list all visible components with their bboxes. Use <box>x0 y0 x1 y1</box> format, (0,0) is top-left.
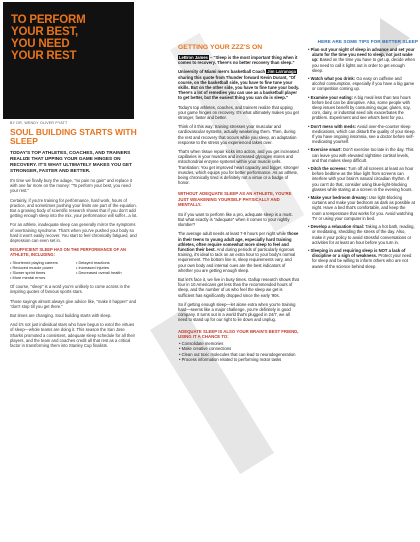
tip-item <box>307 166 416 192</box>
subheading: WITHOUT ADEQUATE SLEEP AS AN ATHLETE, YOU'RE JUST WEAKENING YOURSELF PHYSICALLY AND MENTALLY. <box>178 191 292 208</box>
tips-list <box>307 47 416 272</box>
paragraph: That's when tissue repair kicks into action, and you get increased capillaries in your muscles and increased glycogen stores and mitochondrial enzyme systems within your muscle cells. Translation: You get improved heart capacity and bigger, stronger muscles, which equips you for better performance. As an athlete, being chronically tired is definitely not a virtue or a badge of honor. <box>178 149 299 186</box>
quote-intro: University of Miami men's basketball Coach <box>178 69 267 75</box>
paragraph: It's time we finally bury the adage, "no pain no gain" and replace it with one far more on the money: "To perform your best, you need your rest." <box>10 178 133 194</box>
tips-heading: HERE ARE SOME TIPS FOR BETTER SLEEP <box>317 39 418 44</box>
list-item: • Consolidate memories <box>178 341 300 346</box>
subheading: ADEQUATE SLEEP IS ALSO YOUR BRAIN'S BEST FRIEND, USING IT A CHANCE TO: <box>178 328 299 339</box>
paragraph: Certainly, if you're training for performance, hard work, hours of practice, and sometimes pushing your limits are part of the equation. But a growing body of scientific research shows that if you don't add getting enough sleep into the mix, your performance will suffer...a lot. <box>10 197 138 219</box>
tip-item <box>307 76 416 92</box>
paragraph: But times are changing. Soul building starts with sleep. <box>10 313 112 319</box>
left-column <box>10 128 138 348</box>
symptoms-list <box>10 260 138 280</box>
paragraph: Of course, "sleep" is a word you're unlikely to come across in the inspiring quotes of famous sports stars. <box>10 284 130 295</box>
tip-item <box>307 248 416 269</box>
brain-benefits-list <box>178 341 300 361</box>
list-item: • Clean out toxic molecules that can lead to neurodegeneration <box>178 352 300 357</box>
tip-text: Protect your need for sleep and be willing to inform others who are not aware of the science behind sleep. <box>312 253 412 269</box>
paragraph: But let's face it, we live in busy times. Gallup research shows that four in 10 Americans get less than the recommended hours of sleep, and the number of us who feel the sleep we get is sufficient has significantly dropped since the early '90s. <box>178 276 299 298</box>
text-run: And during periods of particularly rigorous training, it's ideal to tack on an extra hour to your body's normal requirement. The bottom line is, sleep requirements vary, and your own body and internal cues are the best indicators of whether you are getting enough sleep. <box>178 246 296 273</box>
list-item: • Decreased overall health <box>76 270 138 275</box>
quote-paragraph <box>178 69 300 100</box>
list-item: • Reduced muscle power <box>10 265 72 270</box>
quote-text: sharing this quote from Thunder forward Kevin Durant, "Of course, on the basketball side, you have to fine tune your skills. But on the other side, you have to fine tune your body. There's a lot of remedies you can use as a basketball player to get better, but the easiest thing you can do is sleep." <box>178 74 300 101</box>
paragraph: Today's top athletes, coaches, and trainers realize that upping your game hinges on recovery. It's what ultimately makes you get stronger, faster and better. <box>178 104 299 121</box>
tip-title: Examine your eating: <box>310 94 353 100</box>
paragraph: And it's not just individual stars who have begun to extol the virtues of sleep—whole teams are doing it. This season the San Jose Sharks promoted a consistent, adequate sleep schedule for all their players, and the team and coaches credit all that rest as a critical factor in transforming them into Stanley Cup finalists. <box>10 322 136 349</box>
tip-title: Make your bedroom dreamy: <box>310 195 368 201</box>
tip-text: Go easy on caffeine and alcohol consumption, especially if you have a big game or competition coming up. <box>312 76 415 92</box>
tip-text: Don't exercise too late in the day. This can leave you with elevated nighttime cortisol levels, and that makes sleep difficult. <box>312 147 414 163</box>
highlighted-name: LeBron James <box>179 55 208 60</box>
tip-item <box>307 147 416 163</box>
tip-text: Taking a hot bath, reading, or meditating, shedding the stress of the day. Also, make it your policy to avoid stressful conversations or activities for at least an hour before you turn in. <box>312 224 415 245</box>
paragraph: Those sayings almost always give advice like, "make it happen" and "don't stop till you get there." <box>10 298 137 309</box>
quote-text: – "Sleep is the most important thing when it comes to recovery. There's no better recovery than sleep." <box>178 55 298 66</box>
lead-paragraph: TODAY'S TOP ATHLETES, COACHES, AND TRAINERS REALIZE THAT UPPING YOUR GAME HINGES ON RECOVERY. IT'S WHAT ULTIMATELY MAKES YOU GET STRONGER, FASTER AND BETTER. <box>10 150 132 173</box>
section-title: GETTING YOUR ZZZ'S ON <box>178 44 263 51</box>
tip-item <box>307 124 416 145</box>
tip-title: Plan out your night of sleep in advance and set your alarm for the time you need to sleep, not just wake up: <box>310 47 415 63</box>
list-item: • Make creative connections <box>178 346 300 351</box>
hero-title: TO PERFORM YOUR BEST, YOU NEED YOUR REST <box>11 14 86 62</box>
tip-text: Based on the time you have to get up, decide when you need to call it lights out in order to get enough sleep. <box>312 57 415 73</box>
tip-text: Avoid over-the-counter sleep medications, which can disturb the quality of your sleep. If you have ongoing insomnia, see a doctor before self-medicating yourself. <box>312 123 416 145</box>
middle-column <box>178 44 300 362</box>
author-byline: BY DR. WENDY OLIVER PYATT <box>10 121 68 125</box>
tip-item <box>307 95 416 121</box>
symptoms-heading: INSUFFICIENT SLEEP HAS ON THE PERFORMANCE OF AN ATHLETE, INCLUDING: <box>10 247 126 258</box>
tip-title: Don't mess with meds: <box>310 123 357 129</box>
tip-text: Use light-blocking curtains and make your bedroom as dark as possible at night. Have a bed that's comfortable, and keep the room a temperature that works for you. Avoid watching TV or using your computer in bed. <box>312 195 415 221</box>
tip-title: Watch what you drink: <box>310 76 356 82</box>
tip-text: A big meal less than two hours before bed can be disruptive. Also, some people with sleep issues benefit by consuming sugar, gluten, soy, corn, dairy, or industrial seed oils exacerbates the problem. Experiment and see what's best for you. <box>312 94 411 121</box>
list-item: • Process information related to performing motor tasks <box>178 357 300 362</box>
paragraph: So if getting enough sleep—let alone extra when you're training hard—seems like a major challenge, you're definitely in good company. It turns out in a world that's plugged in 24/7, we all need to stand up for our right to lie down and unplug. <box>178 301 296 323</box>
tip-item <box>307 195 416 221</box>
section-title: SOUL BUILDING STARTS WITH SLEEP <box>10 127 137 146</box>
tip-title: Sleeping in and requiring sleep is NOT a lack of discipline or a sign of weakness. <box>310 247 406 259</box>
paragraph <box>178 231 300 273</box>
list-item: • Delayed reactions <box>76 260 138 265</box>
paragraph: So if you want to perform like a pro, adequate sleep is a must. But what exactly is "adequate" when it comes to your nightly slumber? <box>178 211 293 228</box>
paragraph: Think of it this way: training stresses your muscular and cardiovascular systems, actually weakening them. Then, during the rest and recovery that occurs while you sleep, an adaptation response to the stress you experienced takes over. <box>178 124 297 145</box>
tip-title: Develop a relaxation ritual: <box>310 224 365 230</box>
bold-text-run: those in their teens to young adult age, especially hard training athletes, often require somewhat more sleep to feel and function their best. <box>178 231 299 252</box>
tip-title: Ditch the screens: <box>310 166 347 172</box>
list-item: • Slower sprint times <box>10 270 72 275</box>
tip-title: Exercise smart: <box>310 147 342 153</box>
highlighted-name: Jim Larranaga <box>267 69 296 75</box>
quote-paragraph <box>178 55 300 65</box>
list-item: • Increased injuries <box>76 265 138 270</box>
hero-banner <box>3 2 134 119</box>
paragraph: For an athlete, inadequate sleep can generally mirror the symptoms of overtraining syndrome. That's when you've pushed your body so hard it won't easily recover. You start to feel chronically fatigued, and depression can even set in. <box>10 222 137 244</box>
tip-text: Turn off all screens at least an hour before bedtime as the blue light from screens can interfere with your brain's natural circadian rhythm. If you can't do that, consider using blue-light-blocking glasses while staring at a screen in the evening hours. <box>312 166 414 192</box>
list-item: • More mental errors <box>10 275 72 280</box>
tip-item <box>307 224 416 245</box>
text-run: The average adult needs at least 7-9 hours per night while <box>178 231 288 237</box>
list-item: • Shortened playing careers <box>10 260 72 265</box>
tip-item <box>307 47 416 73</box>
